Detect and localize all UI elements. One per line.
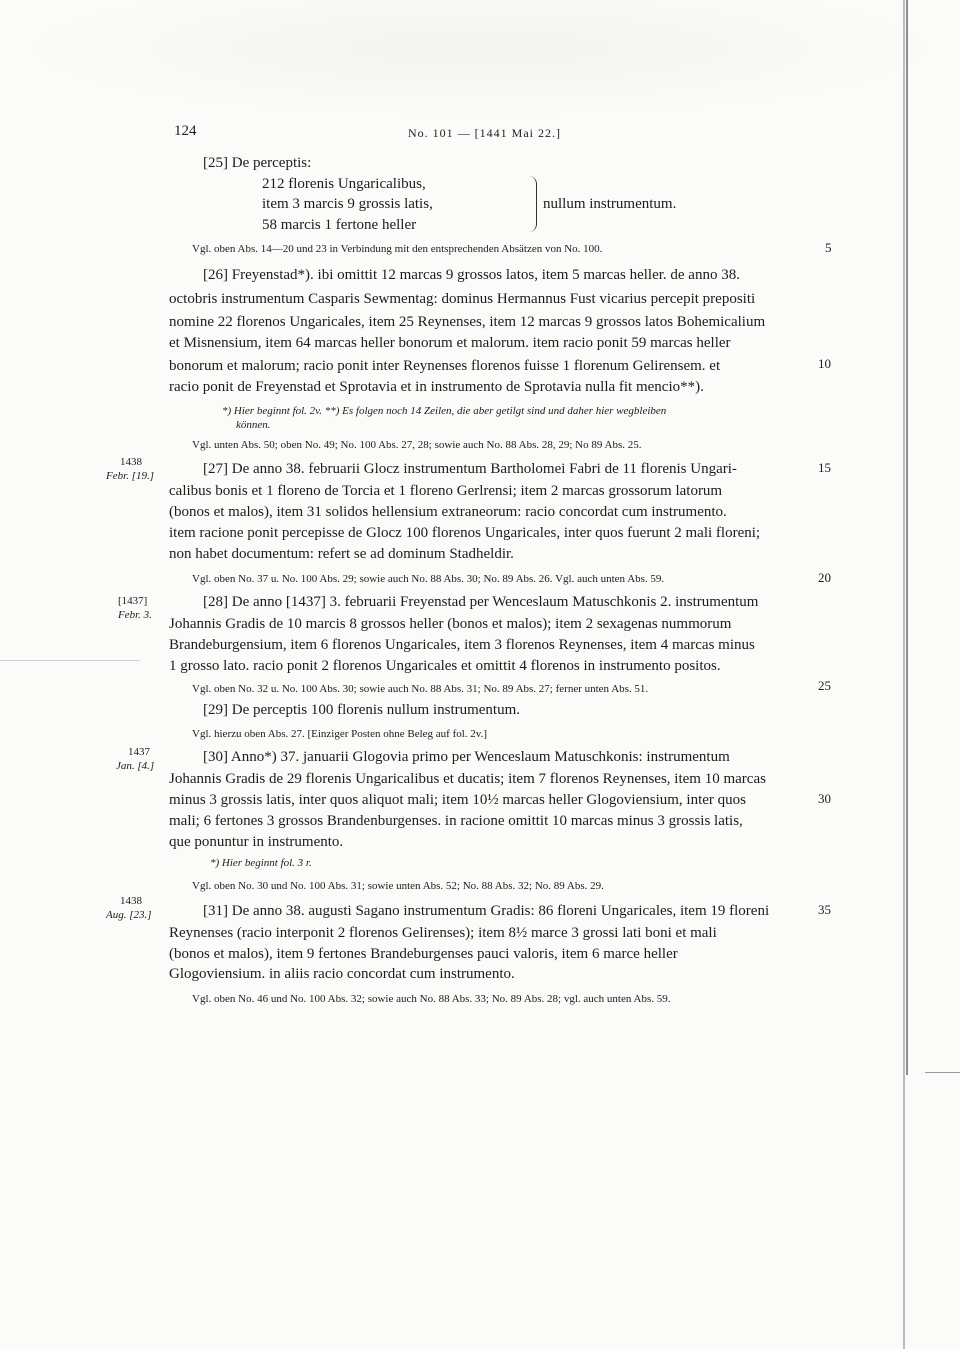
section-26-reference: Vgl. unten Abs. 50; oben No. 49; No. 100 Abs. 27, 28; sowie auch No. 88 Abs. 28, 29; No 89 Abs. 25. xyxy=(192,439,642,451)
section-30-line: que ponuntur in instrumento. xyxy=(169,834,344,850)
scan-mark xyxy=(0,660,140,661)
line-number: 10 xyxy=(818,356,831,371)
section-30-reference: Vgl. oben No. 30 und No. 100 Abs. 31; sowie unten Abs. 52; No. 88 Abs. 32; No. 89 Abs. 29. xyxy=(192,880,604,892)
section-30-line: Johannis Gradis de 29 florenis Ungaricalibus et ducatis; item 7 florenos Reynenses, item 10 marcas xyxy=(169,771,766,787)
section-27-line: non habet documentum: refert se ad dominum Stadheldir. xyxy=(169,546,514,562)
scan-mark xyxy=(925,1072,960,1073)
section-31-line: [31] De anno 38. augusti Sagano instrumentum Gradis: 86 floreni Ungaricales, item 19 floreni xyxy=(203,903,770,919)
page-header: No. 101 — [1441 Mai 22.] xyxy=(408,126,561,140)
section-26-line: bonorum et malorum; racio ponit inter Reynenses florenos fuisse 1 florenum Gelirensem. et xyxy=(169,358,721,374)
line-number: 15 xyxy=(818,460,831,475)
section-30-line: mali; 6 fertones 3 grossos Brandenburgenses. in racione omittit 10 marcas minus 3 grossis latis, xyxy=(169,813,743,829)
section-28-line: [28] De anno [1437] 3. februarii Freyenstad per Wenceslaum Matuschkonis 2. instrumentum xyxy=(203,594,759,610)
section-26-line: [26] Freyenstad*). ibi omittit 12 marcas 9 grossos latos, item 5 marcas heller. de anno 38. xyxy=(203,267,740,283)
section-30-line: minus 3 grossis latis, inter quos aliquot mali; item 10½ marcas heller Glogoviensium, inter quos xyxy=(169,792,747,808)
section-25-item: item 3 marcis 9 grossis latis, xyxy=(262,196,433,212)
section-27-reference: Vgl. oben No. 37 u. No. 100 Abs. 29; sowie auch No. 88 Abs. 30; No. 89 Abs. 26. Vgl. auch unten Abs. 59. xyxy=(192,573,665,585)
footnote: *) Hier beginnt fol. 3 r. xyxy=(210,857,312,869)
section-31-line: Reynenses (racio interponit 2 florenos Gelirenses); item 8½ marce 3 grossi lati boni et mali xyxy=(169,925,717,941)
line-number: 35 xyxy=(818,902,831,917)
margin-date-day: Febr. 3. xyxy=(118,609,152,621)
brace xyxy=(524,176,537,232)
margin-date-year: 1438 xyxy=(120,456,142,468)
section-31-line: (bonos et malos), item 9 fertones Brandeburgenses pauci valoris, item 6 marce heller xyxy=(169,946,678,962)
section-27-line: calibus bonis et 1 floreno de Torcia et 1 floreno Gerlrensi; item 2 marcas grossorum latorum xyxy=(169,483,723,499)
section-25-reference: Vgl. oben Abs. 14—20 und 23 in Verbindung mit den entsprechenden Absätzen von No. 100. xyxy=(192,243,603,255)
margin-date-year: 1437 xyxy=(128,746,150,758)
section-28-line: Johannis Gradis de 10 marcis 8 grossos heller (bonos et malos); item 2 sexagenas nummorum xyxy=(169,616,732,632)
section-29-reference: Vgl. hierzu oben Abs. 27. [Einziger Posten ohne Beleg auf fol. 2v.] xyxy=(192,728,487,740)
section-25-heading: [25] De perceptis: xyxy=(203,155,312,171)
page-edge-rule-thick xyxy=(906,0,908,1075)
section-26-line: racio ponit de Freyenstad et Sprotavia et in instrumento de Sprotavia nulla fit mencio**). xyxy=(169,379,704,395)
section-25-item: 58 marcis 1 fertone heller xyxy=(262,217,417,233)
section-26-line: octobris instrumentum Casparis Sewmentag: dominus Hermannus Fust vicarius percepit prepositi xyxy=(169,291,756,307)
section-25-brace-text: nullum instrumentum. xyxy=(543,196,677,212)
margin-date-day: Jan. [4.] xyxy=(116,760,155,772)
section-29-line: [29] De perceptis 100 florenis nullum instrumentum. xyxy=(203,702,521,718)
margin-date-year: [1437] xyxy=(118,595,148,607)
margin-date-year: 1438 xyxy=(120,895,142,907)
margin-date-day: Aug. [23.] xyxy=(106,909,152,921)
margin-date-day: Febr. [19.] xyxy=(106,470,154,482)
section-25-item: 212 florenis Ungaricalibus, xyxy=(262,176,426,192)
footnote-continuation: können. xyxy=(236,419,271,431)
section-26-line: et Misnensium, item 64 marcas heller bonorum et malorum. item racio ponit 59 marcas heller xyxy=(169,335,731,351)
section-28-reference: Vgl. oben No. 32 u. No. 100 Abs. 30; sowie auch No. 88 Abs. 31; No. 89 Abs. 27; ferner unten Abs. 51. xyxy=(192,683,649,695)
scan-artifact xyxy=(0,0,960,120)
section-28-line: Brandeburgensium, item 6 florenos Ungaricales, item 3 florenos Reynenses, item 4 marcas minus xyxy=(169,637,755,653)
line-number: 5 xyxy=(825,240,832,255)
section-30-line: [30] Anno*) 37. januarii Glogovia primo per Wenceslaum Matuschkonis: instrumentum xyxy=(203,749,730,765)
section-28-line: 1 grosso lato. racio ponit 2 florenos Ungaricales et omittit 4 florenos in instrumento positos. xyxy=(169,658,721,674)
section-27-line: (bonos et malos), item 31 solidos hellensium extraneorum: racio concordat cum instrumento. xyxy=(169,504,727,520)
section-26-line: nomine 22 florenos Ungaricales, item 25 Reynenses, item 12 marcas 9 grossos latos Bohemicalium xyxy=(169,314,766,330)
page-edge-rule xyxy=(903,0,905,1349)
footnote: *) Hier beginnt fol. 2v. **) Es folgen noch 14 Zeilen, die aber getilgt sind und daher hier wegbleiben xyxy=(222,405,667,417)
line-number: 30 xyxy=(818,791,831,806)
line-number: 25 xyxy=(818,678,831,693)
page-number: 124 xyxy=(174,123,197,139)
section-31-line: Glogoviensium. in aliis racio concordat cum instrumento. xyxy=(169,966,515,982)
section-27-line: [27] De anno 38. februarii Glocz instrumentum Bartholomei Fabri de 11 florenis Ungari- xyxy=(203,461,737,477)
line-number: 20 xyxy=(818,570,831,585)
section-27-line: item racione ponit percepisse de Glocz 100 florenos Ungaricales, inter quos fuerunt 2 mali floreni; xyxy=(169,525,761,541)
section-31-reference: Vgl. oben No. 46 und No. 100 Abs. 32; sowie auch No. 88 Abs. 33; No. 89 Abs. 28; vgl. auch unten Abs. 59. xyxy=(192,993,671,1005)
